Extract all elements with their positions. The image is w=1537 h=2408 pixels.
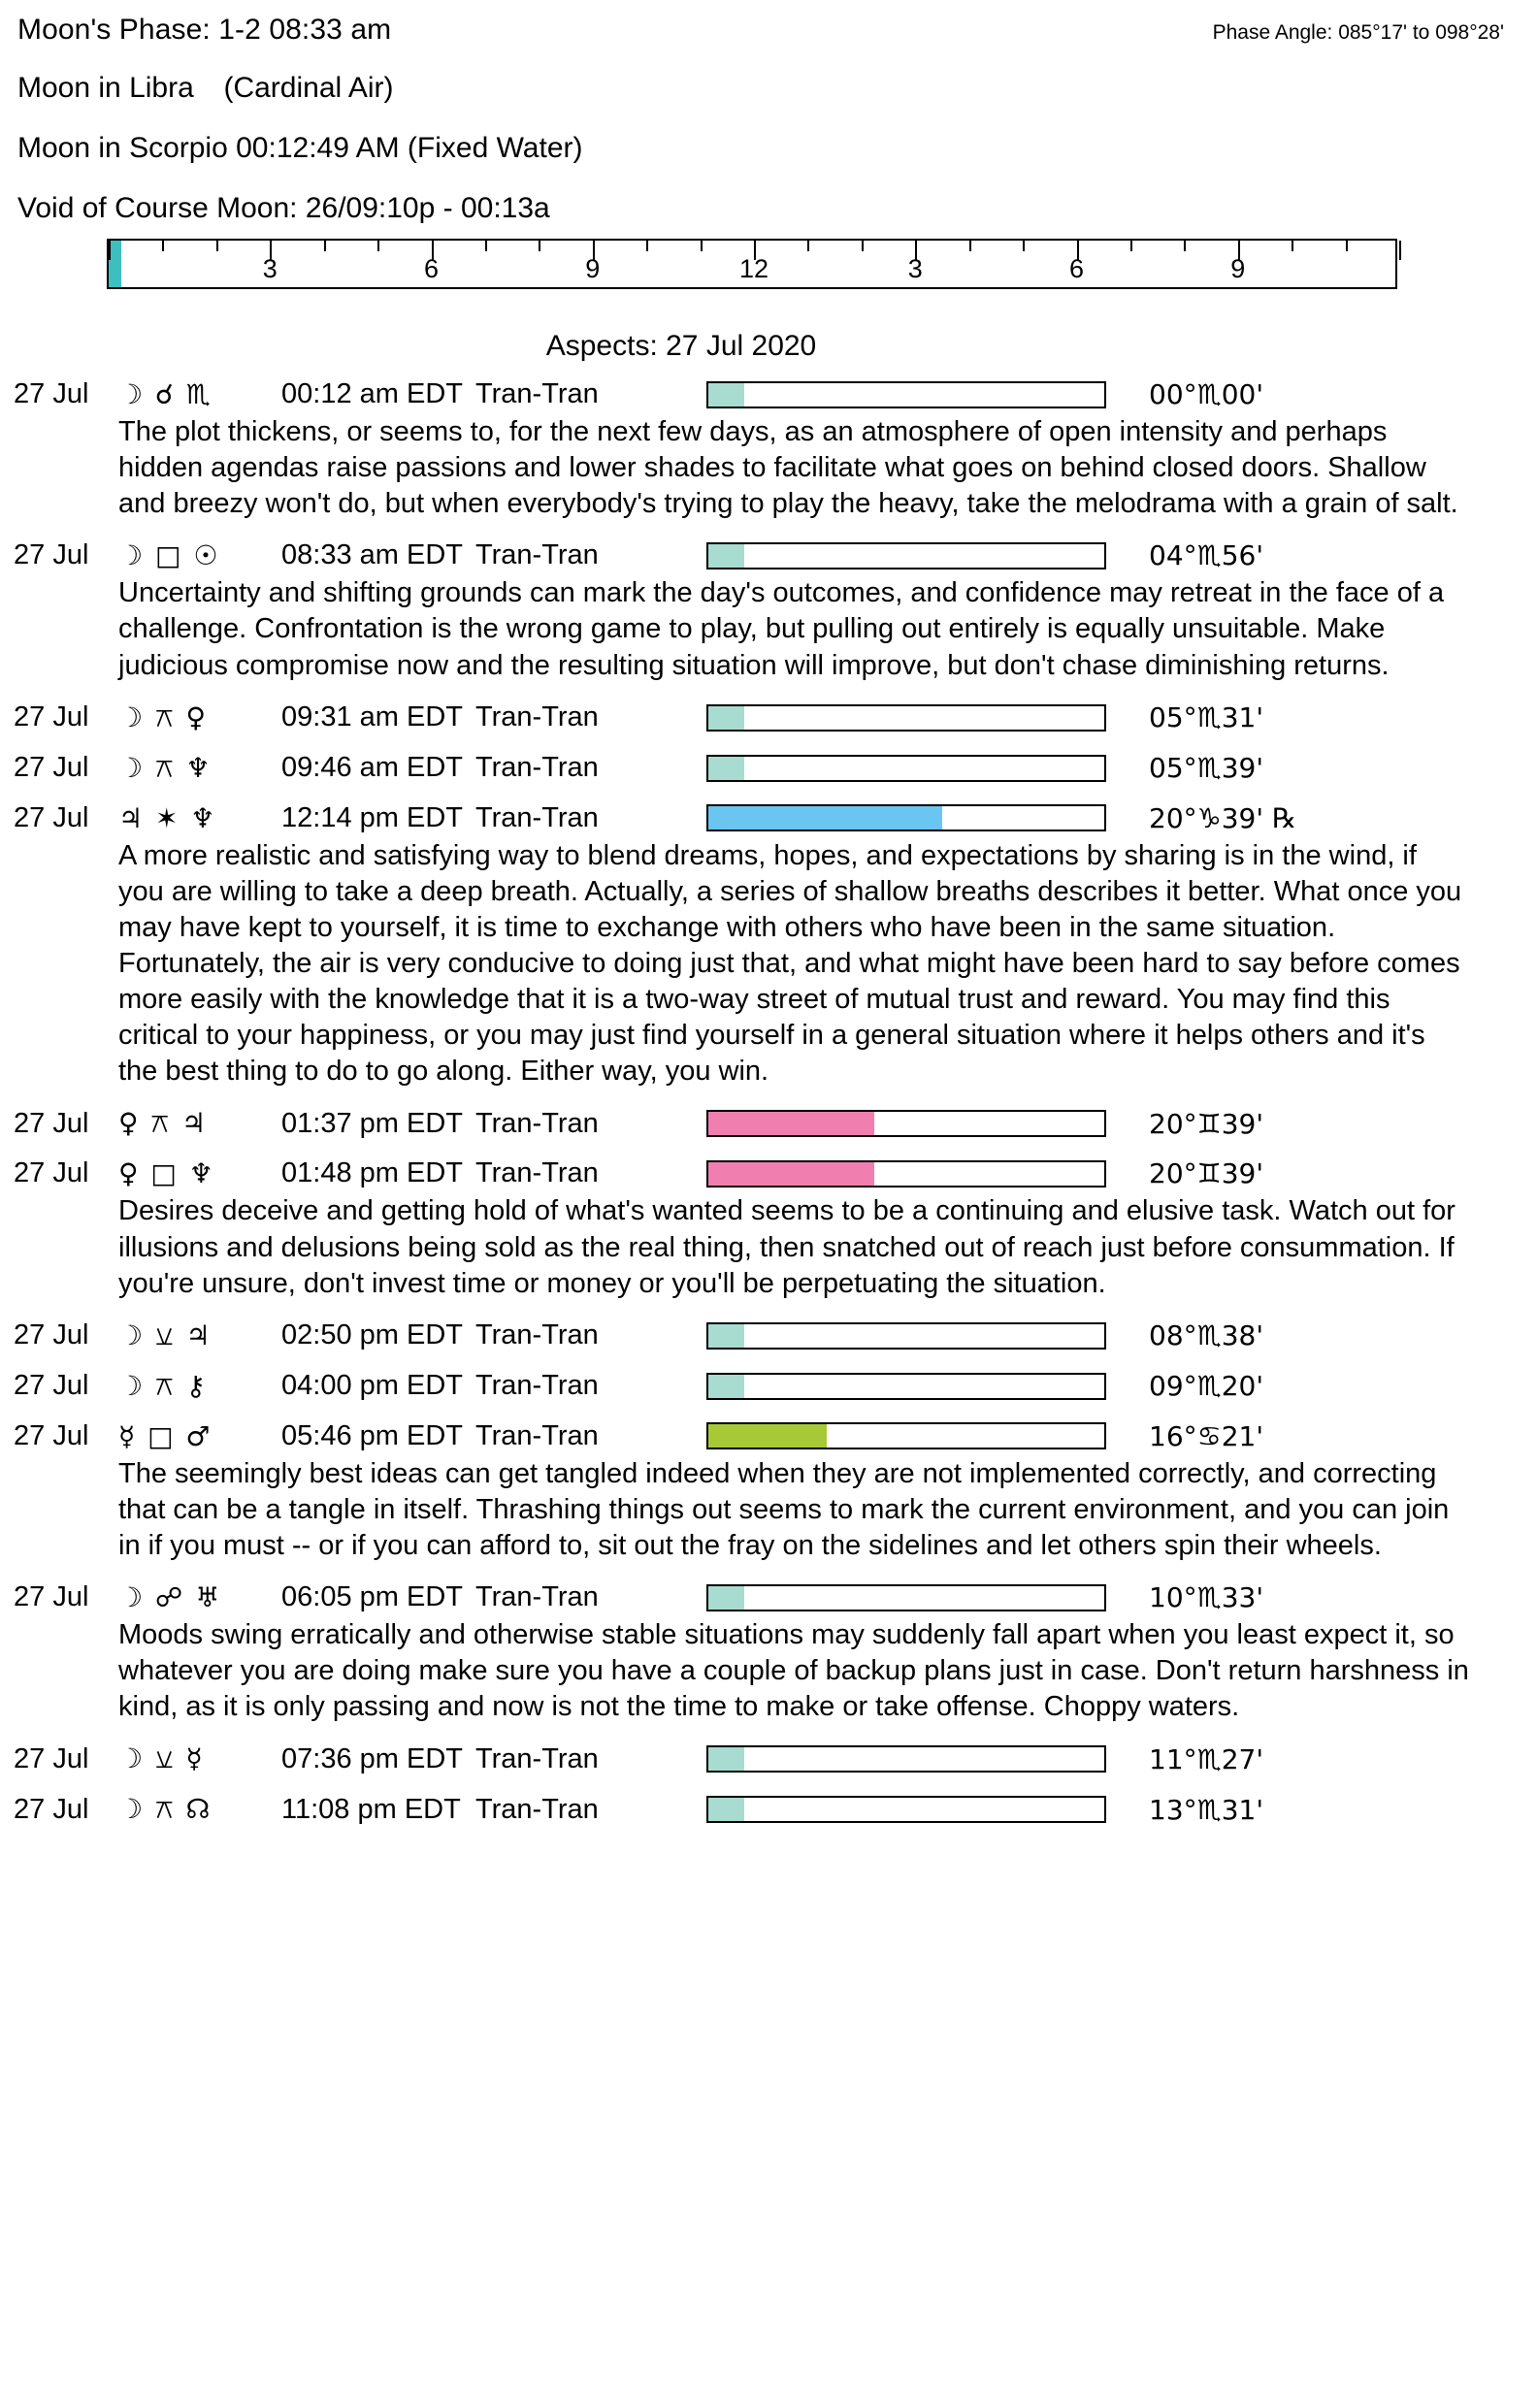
aspect-type: Tran-Tran [475,1419,599,1451]
aspect-bar-fill [708,383,744,407]
aspect-row[interactable] [14,539,1514,571]
aspect-entry [0,1107,1537,1140]
aspect-type: Tran-Tran [475,801,599,833]
aspect-bar-container [706,1745,1106,1773]
aspect-bar-fill [708,706,744,730]
ruler-tick [1184,241,1186,251]
ruler-tick [109,241,111,260]
aspect-entry [0,1157,1537,1301]
aspect-position: 11°♏27' [1149,1742,1264,1775]
aspect-type: Tran-Tran [475,1107,599,1139]
aspect-bar-fill [708,1586,744,1610]
aspect-position: 10°♏33' [1149,1581,1264,1614]
aspect-date: 27 Jul [14,701,89,733]
aspect-entry [0,802,1537,1090]
aspect-glyphs: ☽ ⚻ ♀ [118,700,209,733]
aspect-bar-fill [708,544,744,568]
aspect-glyphs: ☽ ⚺ ☿ [118,1742,205,1775]
moon-sign-1: Moon in Libra [17,72,194,104]
moon-sign-line-1 [17,72,1514,105]
ruler-tick [539,241,540,251]
aspects-title: Aspects: 27 Jul 2020 [545,330,817,362]
report-header [0,0,1537,225]
timeline-ruler-container [0,239,1537,289]
aspect-time: 12:14 pm EDT [281,801,463,833]
aspect-glyphs: ♀ □ ♆ [118,1157,215,1190]
aspect-entry [0,378,1537,522]
aspect-time: 08:33 am EDT [281,539,463,571]
aspect-entry [0,1420,1537,1564]
aspect-time: 07:36 pm EDT [281,1742,463,1774]
ruler-tick [969,241,971,251]
aspect-type: Tran-Tran [475,701,599,733]
aspect-glyphs: ♀ ⚻ ♃ [118,1107,209,1140]
aspect-description: Moods swing erratically and otherwise stable situations may suddenly fall apart when you least expect it, so whatever you are doing make sure you have a couple of backup plans just in case. Don't return harshness in kind, as it is only passing and now is not the time to make or take offense. Choppy waters. [118,1619,1469,1723]
aspect-row[interactable] [14,1319,1514,1352]
phase-angle-label: Phase Angle: [1212,21,1333,44]
aspect-bar-container [706,381,1106,408]
aspect-type: Tran-Tran [475,539,599,571]
aspect-strength-bar [706,1110,1106,1137]
aspect-bar-container [706,1373,1106,1400]
aspect-strength-bar [706,1422,1106,1449]
aspect-date: 27 Jul [14,1370,89,1402]
aspect-type: Tran-Tran [475,752,599,784]
aspect-date: 27 Jul [14,1107,89,1139]
aspect-bar-fill [708,1162,874,1186]
aspect-entry [0,1581,1537,1725]
aspect-date: 27 Jul [14,1793,89,1825]
aspect-position: 08°♏38' [1149,1319,1264,1352]
ruler-tick [162,241,164,251]
aspect-position: 09°♏20' [1149,1370,1264,1403]
aspect-type: Tran-Tran [475,1319,599,1351]
aspect-position: 16°♋21' [1149,1419,1264,1452]
aspect-bar-container [706,1110,1106,1137]
aspect-bar-fill [708,1424,827,1448]
moon-sign-1-detail: (Cardinal Air) [223,72,394,104]
aspect-glyphs: ☽ ⚺ ♃ [118,1318,213,1351]
moon-phase-value: 1-2 08:33 am [218,14,392,46]
aspect-time: 09:31 am EDT [281,701,463,733]
aspect-bar-fill [708,1747,744,1771]
aspect-date: 27 Jul [14,1319,89,1351]
aspect-entry [0,701,1537,734]
aspect-row[interactable] [14,378,1514,410]
void-of-course-line: Void of Course Moon: 26/09:10p - 00:13a [17,192,550,224]
ruler-tick [324,241,326,251]
aspect-glyphs: ☽ ☍ ♅ [118,1581,222,1614]
aspect-strength-bar [706,1160,1106,1188]
phase-angle-line [1213,21,1514,45]
ruler-label: 9 [1230,254,1246,283]
header-top-row [17,14,1514,47]
ruler-label: 9 [585,254,601,283]
aspect-bar-container [706,542,1106,569]
aspect-glyphs: ☽ ⚻ ☊ [118,1793,213,1826]
aspect-description: Desires deceive and getting hold of what's wanted seems to be a continuing and elusive task. Watch out for illusions and delusions being sold as the real thing, then snatched out of reach just before consummation. If you're unsure, don't invest time or money or you'll be perpetuating the situation. [118,1195,1455,1299]
aspect-date: 27 Jul [14,1742,89,1774]
aspect-bar-fill [708,1112,874,1135]
aspect-bar-fill [708,757,744,780]
aspect-position: 20°♊39' [1149,1157,1264,1190]
aspect-strength-bar [706,1322,1106,1350]
aspect-bar-container [706,1584,1106,1611]
aspect-row[interactable] [14,1107,1514,1140]
aspect-row[interactable] [14,701,1514,734]
aspect-row[interactable] [14,1420,1514,1452]
aspect-description: The seemingly best ideas can get tangled indeed when they are not implemented correctly, and correcting that can be a tangle in itself. Thrashing things out seems to mark the current environment, and you can join in if you must -- or if you can afford to, sit out the fray on the sidelines and let others spin their wheels. [118,1457,1450,1561]
ruler-tick [807,241,809,251]
aspect-position: 13°♏31' [1149,1793,1264,1826]
ruler-tick [862,241,864,251]
aspect-row[interactable] [14,1742,1514,1775]
aspect-bar-fill [708,806,942,830]
timeline-ruler [107,239,1397,289]
moon-sign-line-2: Moon in Scorpio 00:12:49 AM (Fixed Water) [17,132,583,164]
aspect-bar-fill [708,1375,744,1398]
ruler-tick [377,241,379,251]
aspect-date: 27 Jul [14,752,89,784]
aspect-position: 04°♏56' [1149,539,1264,572]
aspect-bar-container [706,1796,1106,1823]
aspect-row[interactable] [14,1370,1514,1403]
ruler-tick [701,241,703,251]
aspect-glyphs: ☽ ⚻ ♆ [118,751,213,784]
aspect-row[interactable] [14,1157,1514,1189]
aspect-position: 20°♑39' ℞ [1149,801,1297,834]
ruler-tick [1346,241,1348,251]
aspect-position: 05°♏39' [1149,752,1264,785]
moon-phase-line [17,14,391,47]
aspect-time: 01:48 pm EDT [281,1157,463,1189]
ruler-label: 12 [738,254,769,283]
ruler-tick [216,241,218,251]
aspect-bar-fill [708,1324,744,1348]
aspect-type: Tran-Tran [475,1742,599,1774]
aspect-bar-container [706,755,1106,782]
aspect-date: 27 Jul [14,539,89,571]
aspect-strength-bar [706,1745,1106,1773]
aspect-description: Uncertainty and shifting grounds can mark the day's outcomes, and confidence may retreat in the face of a challenge. Confrontation is the wrong game to play, but pulling out entirely is equally unsuitable. Make judicious compromise now and the resulting situation will improve, but don't chase diminishing returns. [118,577,1445,681]
ruler-tick [646,241,648,251]
aspect-strength-bar [706,804,1106,831]
aspect-strength-bar [706,755,1106,782]
aspect-entry [0,1319,1537,1352]
aspect-time: 00:12 am EDT [281,378,463,409]
aspect-entry [0,1793,1537,1826]
aspect-time: 04:00 pm EDT [281,1370,463,1402]
aspect-bar-fill [708,1798,744,1821]
aspect-time: 11:08 pm EDT [281,1793,461,1825]
aspect-bar-container [706,804,1106,831]
ruler-tick [1292,241,1293,251]
aspect-entry [0,539,1537,683]
aspect-time: 02:50 pm EDT [281,1319,463,1351]
aspect-position: 00°♏00' [1149,378,1264,410]
aspect-date: 27 Jul [14,801,89,833]
ruler-label: 3 [907,254,923,283]
aspect-time: 06:05 pm EDT [281,1581,463,1613]
phase-angle-value: 085°17' to 098°28' [1338,21,1504,44]
moon-phase-label: Moon's Phase: [17,14,211,46]
ruler-tick [1399,241,1401,260]
aspect-entry [0,1742,1537,1775]
aspect-time: 01:37 pm EDT [281,1107,463,1139]
aspect-entry [0,1370,1537,1403]
aspect-glyphs: ☿ □ ♂ [118,1419,213,1452]
aspect-bar-container [706,1322,1106,1350]
aspect-position: 05°♏31' [1149,701,1264,734]
ruler-label: 6 [1068,254,1085,283]
aspect-glyphs: ♃ ✶ ♆ [118,801,217,834]
ruler-label: 3 [262,254,278,283]
aspect-strength-bar [706,704,1106,732]
aspect-time: 05:46 pm EDT [281,1419,463,1451]
aspect-bar-container [706,704,1106,732]
aspect-strength-bar [706,381,1106,408]
aspect-list [0,378,1537,1826]
aspect-position: 20°♊39' [1149,1107,1264,1140]
aspect-row[interactable] [14,1581,1514,1613]
aspect-bar-container [706,1160,1106,1188]
aspect-date: 27 Jul [14,1581,89,1613]
aspect-strength-bar [706,1584,1106,1611]
aspect-bar-container [706,1422,1106,1449]
aspect-glyphs: ☽ □ ☉ [118,539,220,572]
aspect-strength-bar [706,1373,1106,1400]
aspect-date: 27 Jul [14,378,89,409]
aspect-type: Tran-Tran [475,378,599,409]
aspect-description: A more realistic and satisfying way to blend dreams, hopes, and expectations by sharing is in the wind, if you are willing to take a deep breath. Actually, a series of shallow breaths describes it better. What once you may have kept to yourself, it is time to exchange with others who have been in the same situation. Fortunately, the air is very conducive to doing just that, and what might have been hard to say before comes more easily with the knowledge that it is a two-way street of mutual trust and reward. You may find this critical to your happiness, or you may just find yourself in a general situation where it helps others and it's the best thing to do to go along. Either way, you win. [118,839,1462,1088]
aspect-type: Tran-Tran [475,1157,599,1189]
aspect-type: Tran-Tran [475,1793,599,1825]
aspect-glyphs: ☽ ⚻ ⚷ [118,1369,209,1402]
aspect-type: Tran-Tran [475,1581,599,1613]
aspect-date: 27 Jul [14,1157,89,1189]
aspect-glyphs: ☽ ☌ ♏ [118,378,213,410]
aspect-strength-bar [706,542,1106,569]
aspect-entry [0,752,1537,785]
aspect-row[interactable] [14,752,1514,785]
aspect-row[interactable] [14,802,1514,834]
ruler-tick [485,241,487,251]
aspect-description: The plot thickens, or seems to, for the next few days, as an atmosphere of open intensity and perhaps hidden agendas raise passions and lower shades to facilitate what goes on behind closed doors. Shallow and breezy won't do, but when everybody's trying to play the heavy, take the melodrama with a grain of salt. [118,416,1458,520]
aspect-type: Tran-Tran [475,1370,599,1402]
aspect-date: 27 Jul [14,1419,89,1451]
ruler-tick [1130,241,1132,251]
aspect-strength-bar [706,1796,1106,1823]
ruler-label: 6 [423,254,440,283]
aspect-row[interactable] [14,1793,1514,1826]
aspect-time: 09:46 am EDT [281,752,463,784]
ruler-tick [1023,241,1025,251]
